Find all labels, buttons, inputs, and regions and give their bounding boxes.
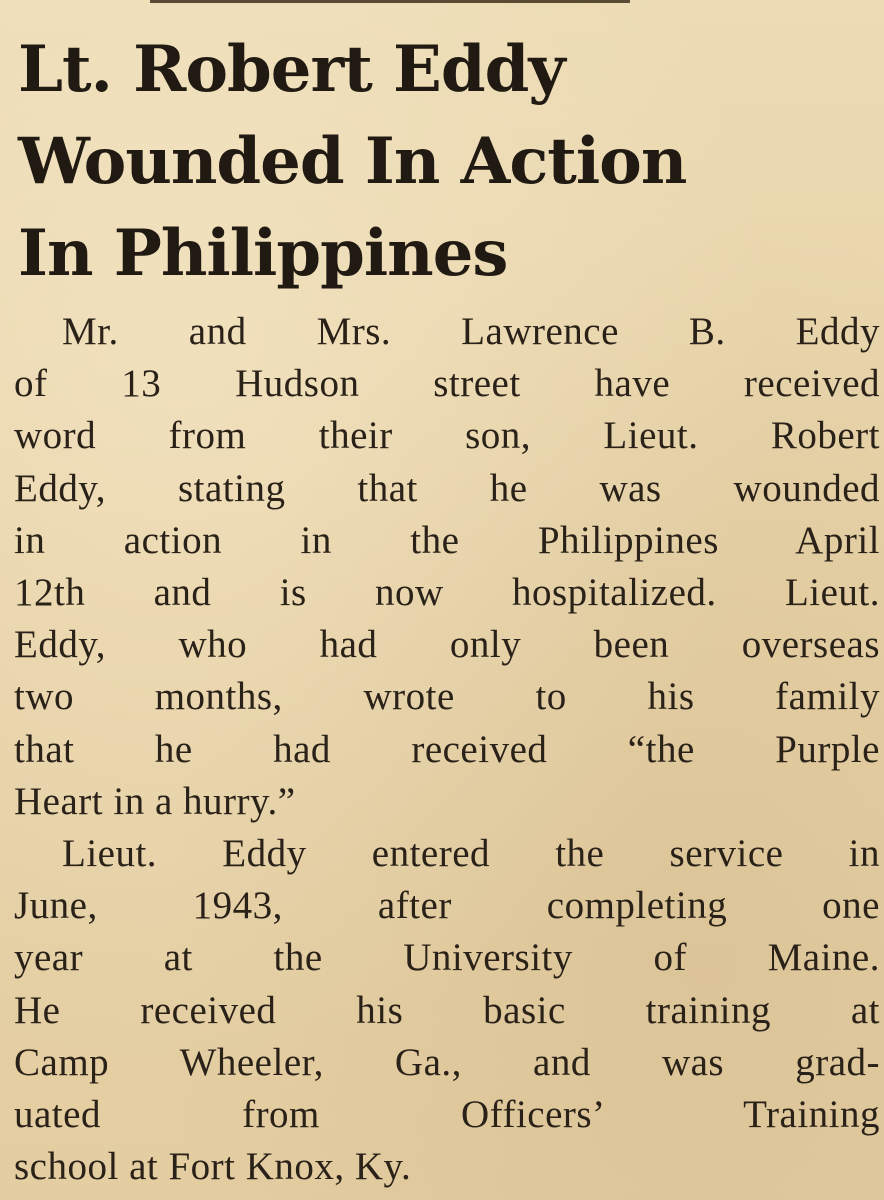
article-line: June, 1943, after completing one: [14, 884, 880, 928]
headline-line: Lt. Robert Eddy: [18, 32, 565, 107]
headline: [18, 24, 878, 300]
article-line: Camp Wheeler, Ga., and was grad-: [14, 1040, 880, 1084]
article-line: uated from Officers’ Training: [14, 1093, 880, 1137]
article-line: Heart in a hurry.”: [14, 779, 296, 823]
article-body: [14, 306, 880, 1193]
article-line: He received his basic training at: [14, 988, 880, 1032]
article-line: that he had received “the Purple: [14, 727, 880, 771]
article-line: of 13 Hudson street have received: [14, 362, 880, 406]
article-line: Lieut. Eddy entered the service in: [62, 832, 880, 876]
article-line: Eddy, who had only been overseas: [14, 623, 880, 667]
article-line: 12th and is now hospitalized. Lieut.: [14, 571, 880, 615]
paragraph-2: [14, 828, 880, 1193]
headline-line: In Philippines: [18, 216, 508, 291]
headline-line: Wounded In Action: [18, 124, 687, 199]
article-line: word from their son, Lieut. Robert: [14, 414, 880, 458]
article-line: two months, wrote to his family: [14, 675, 880, 719]
article-line: Mr. and Mrs. Lawrence B. Eddy: [62, 310, 880, 353]
article-line: year at the University of Maine.: [14, 936, 880, 980]
paragraph-1: [14, 306, 880, 828]
top-rule: [150, 0, 630, 3]
article-line: in action in the Philippines April: [14, 518, 880, 562]
article-line: school at Fort Knox, Ky.: [14, 1145, 412, 1189]
article-line: Eddy, stating that he was wounded: [14, 466, 880, 510]
